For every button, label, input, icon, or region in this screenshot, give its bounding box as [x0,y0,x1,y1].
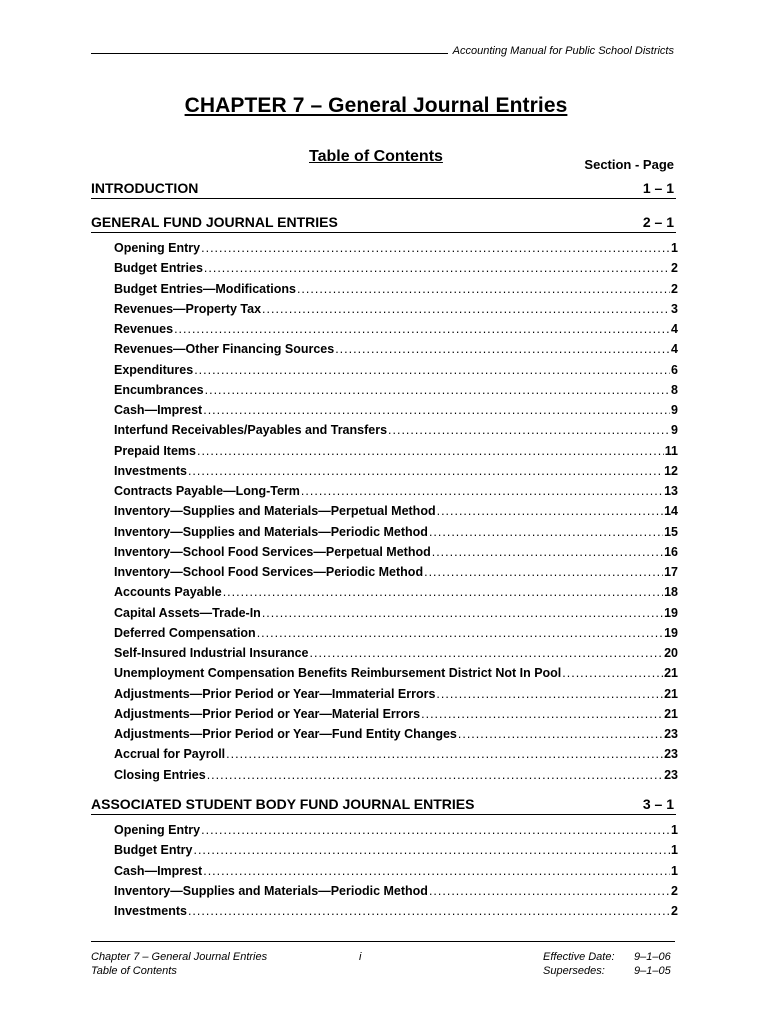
section-heading-general-fund[interactable] [91,214,676,233]
running-header: Accounting Manual for Public School Districts [452,45,674,57]
dot-leader [432,542,663,562]
toc-entry[interactable] [114,603,678,623]
footer-date-values [634,950,671,978]
toc-entry[interactable] [114,562,678,582]
supersedes-value: 9–1–05 [634,965,671,977]
toc-entry-page: 9 [671,423,678,438]
toc-entry[interactable] [114,623,678,643]
chapter-title: CHAPTER 7 – General Journal Entries [184,94,568,117]
toc-entry[interactable] [114,724,678,744]
toc-entry-label: Cash—Imprest [114,403,203,417]
toc-entry[interactable] [114,861,678,881]
section-heading-page: 2 – 1 [642,214,674,230]
toc-entry-label: Expenditures [114,362,194,377]
toc-entry-page: 2 [671,883,678,898]
toc-entry[interactable] [114,522,678,542]
dot-leader [437,501,664,521]
dot-leader [193,840,670,860]
dot-leader [204,258,670,278]
toc-entry-label: Self-Insured Industrial Insurance [114,646,309,660]
dot-leader [174,319,670,339]
toc-entry-label: Interfund Receivables/Payables and Transfers [114,423,388,438]
dot-leader [188,901,670,921]
toc-entry-label: Inventory—School Food Services—Periodic Method [114,565,424,579]
toc-entry-page: 23 [664,727,678,741]
toc-entry-label: Closing Entries [114,767,206,782]
dot-leader [424,562,663,582]
dot-leader [262,603,663,623]
section-page-label: Section - Page [584,157,674,172]
dot-leader [205,380,670,400]
toc-entry-label: Inventory—Supplies and Materials—Perpetual Method [114,504,436,519]
section-heading-label: GENERAL FUND JOURNAL ENTRIES [91,214,338,230]
toc-entry-label: Adjustments—Prior Period or Year—Material Errors [114,706,421,721]
section-heading-page: 3 – 1 [642,796,674,812]
toc-entry[interactable] [114,441,678,461]
toc-entry[interactable] [114,744,678,764]
toc-entry-label: Inventory—Supplies and Materials—Periodic Method [114,883,428,898]
footer-date-labels [543,950,615,978]
toc-entry[interactable] [114,704,678,724]
toc-entry[interactable] [114,238,678,258]
dot-leader [194,360,670,380]
toc-entry-label: Deferred Compensation [114,625,256,640]
toc-entry[interactable] [114,501,678,521]
supersedes-label: Supersedes: [543,965,605,977]
toc-entry-page: 21 [664,666,678,681]
header-rule [91,53,448,54]
toc-entry[interactable] [114,319,678,339]
toc-entry-label: Revenues—Property Tax [114,301,262,316]
toc-entry-page: 4 [671,322,678,336]
dot-leader [226,744,663,764]
section-heading-asb-fund[interactable] [91,796,676,815]
toc-entry-page: 12 [664,463,678,478]
toc-entry-label: Cash—Imprest [114,863,203,878]
dot-leader [262,299,670,319]
toc-entry-label: Revenues [114,322,174,336]
toc-entry[interactable] [114,820,678,840]
dot-leader [301,481,663,501]
toc-entry-label: Unemployment Compensation Benefits Reimbursement District Not In Pool [114,666,562,681]
toc-entry-page: 18 [664,585,678,600]
dot-leader [421,704,663,724]
dot-leader [429,881,670,901]
toc-entry-page: 2 [671,281,678,296]
toc-entry-page: 21 [664,686,678,701]
toc-entry-label: Revenues—Other Financing Sources [114,342,335,357]
section-heading-label: INTRODUCTION [91,180,199,196]
toc-entry-label: Budget Entry [114,843,193,858]
toc-entry-page: 8 [671,382,678,397]
toc-entry[interactable] [114,542,678,562]
page-number: i [359,951,362,963]
dot-leader [223,582,663,602]
dot-leader [201,820,670,840]
toc-entry[interactable] [114,400,678,420]
section-heading-label: ASSOCIATED STUDENT BODY FUND JOURNAL ENTRIES [91,796,475,812]
dot-leader [388,420,670,440]
footer-chapter: Chapter 7 – General Journal Entries [91,951,268,963]
toc-entry-page: 6 [671,362,678,377]
dot-leader [458,724,663,744]
toc-entry-label: Adjustments—Prior Period or Year—Fund Entity Changes [114,727,457,741]
toc-entry-page: 14 [664,504,678,519]
dot-leader [429,522,663,542]
toc-entry-page: 20 [664,646,678,660]
toc-entry-page: 23 [664,747,678,762]
effective-date-value: 9–1–06 [634,951,671,963]
toc-entry-page: 11 [664,443,678,458]
toc-entry[interactable] [114,663,678,683]
toc-entry[interactable] [114,765,678,785]
toc-entry-label: Accounts Payable [114,585,222,600]
toc-entry-label: Contracts Payable—Long-Term [114,484,300,498]
toc-entry-page: 1 [671,241,678,255]
footer-left [91,950,267,978]
dot-leader [436,684,663,704]
toc-entry-page: 15 [664,524,678,539]
toc-entry-label: Adjustments—Prior Period or Year—Immaterial Errors [114,686,436,701]
toc-entry-page: 1 [671,823,678,837]
dot-leader [197,441,664,461]
toc-entry-page: 9 [671,403,678,417]
toc-entry-label: Accrual for Payroll [114,747,226,762]
dot-leader [562,663,663,683]
toc-entry-page: 16 [664,544,678,559]
toc-entry[interactable] [114,461,678,481]
toc-entry[interactable] [114,279,678,299]
footer-section: Table of Contents [91,965,177,977]
asb-fund-entry-list [114,820,678,921]
toc-entry-label: Encumbrances [114,382,204,397]
toc-entry-page: 13 [664,484,678,498]
dot-leader [207,765,663,785]
dot-leader [335,339,670,359]
toc-entry-label: Investments [114,904,187,918]
toc-entry[interactable] [114,881,678,901]
toc-entry-page: 21 [664,706,678,721]
toc-entry-page: 1 [671,863,678,878]
dot-leader [203,400,670,420]
toc-entry[interactable] [114,258,678,278]
section-heading-introduction[interactable] [91,180,676,199]
effective-date-label: Effective Date: [543,951,615,963]
dot-leader [297,279,670,299]
dot-leader [201,238,670,258]
toc-entry-label: Budget Entries [114,261,203,276]
toc-entry[interactable] [114,643,678,663]
toc-entry-page: 2 [671,261,678,276]
toc-entry-page: 19 [664,605,678,620]
toc-entry-label: Budget Entries—Modifications [114,281,296,296]
toc-entry-page: 3 [671,301,678,316]
dot-leader [203,861,670,881]
toc-entry-label: Investments [114,463,187,478]
toc-entry-label: Opening Entry [114,241,201,255]
toc-entry-label: Capital Assets—Trade-In [114,605,261,620]
toc-entry-label: Inventory—Supplies and Materials—Periodic Method [114,524,428,539]
toc-entry[interactable] [114,481,678,501]
footer-rule [91,941,675,942]
dot-leader [188,461,663,481]
toc-entry[interactable] [114,420,678,440]
toc-entry[interactable] [114,360,678,380]
toc-title: Table of Contents [309,148,443,165]
toc-entry[interactable] [114,582,678,602]
dot-leader [310,643,664,663]
dot-leader [257,623,663,643]
toc-entry[interactable] [114,380,678,400]
toc-entry[interactable] [114,901,678,921]
toc-entry-page: 2 [671,904,678,918]
toc-entry-page: 19 [664,625,678,640]
toc-entry-page: 17 [664,565,678,579]
toc-entry-label: Opening Entry [114,823,201,837]
general-fund-entry-list [114,238,678,785]
toc-entry-label: Inventory—School Food Services—Perpetual Method [114,544,431,559]
toc-entry[interactable] [114,840,678,860]
toc-entry[interactable] [114,684,678,704]
toc-entry[interactable] [114,299,678,319]
section-heading-page: 1 – 1 [642,180,674,196]
toc-entry-label: Prepaid Items [114,443,196,458]
toc-entry[interactable] [114,339,678,359]
toc-entry-page: 1 [671,843,678,858]
toc-entry-page: 4 [671,342,678,357]
toc-entry-page: 23 [664,767,678,782]
